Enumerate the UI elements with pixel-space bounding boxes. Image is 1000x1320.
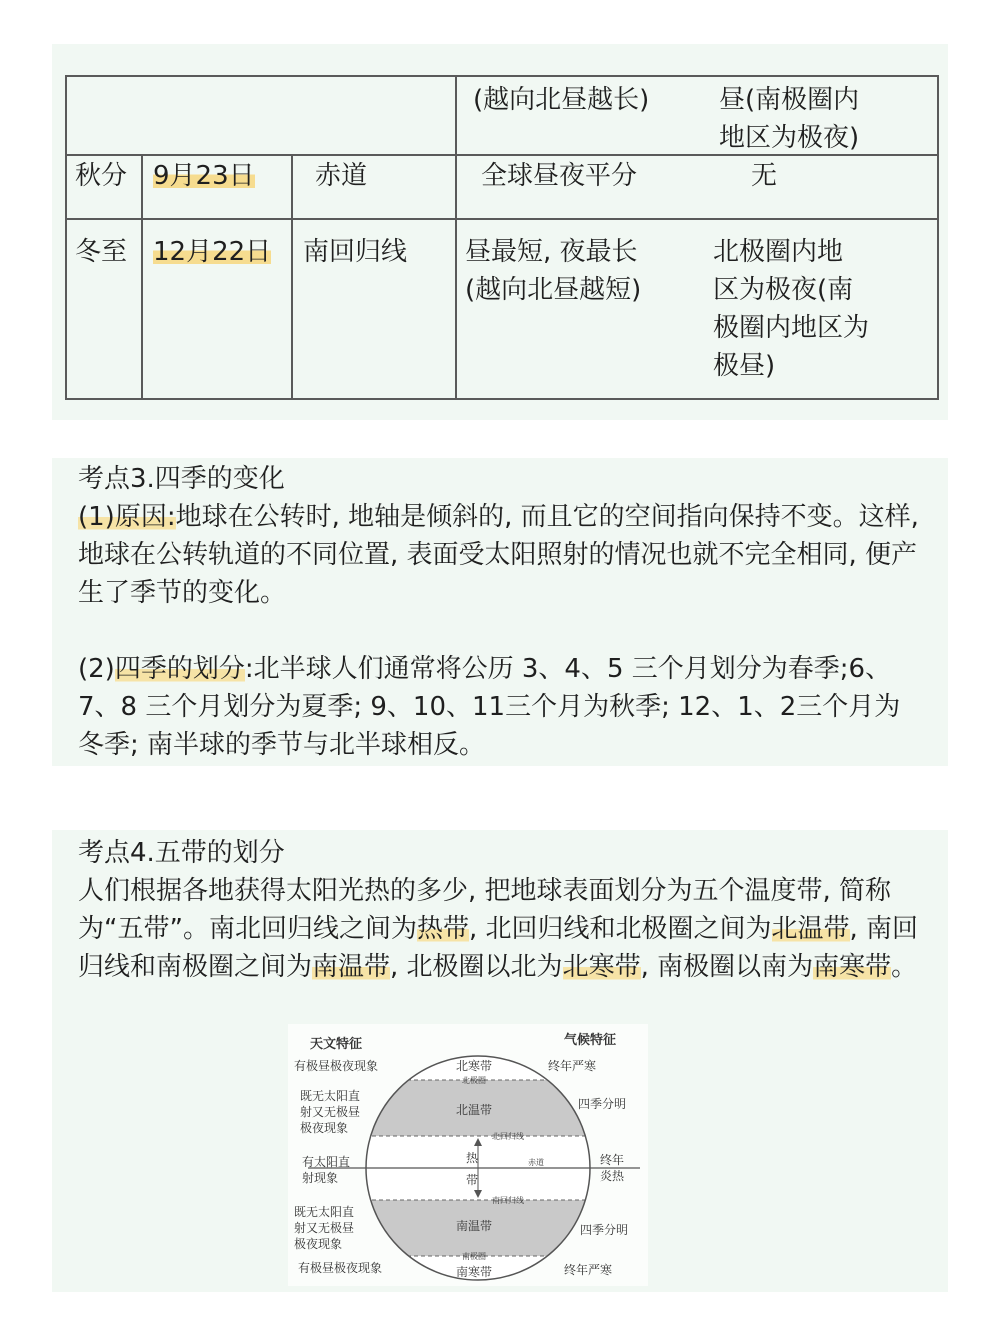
left-label: 射又无极昼	[300, 1105, 361, 1119]
left-label: 射现象	[302, 1171, 339, 1185]
line-label: 北回归线	[492, 1132, 524, 1141]
right-label: 终年严寒	[548, 1059, 597, 1073]
cell-polar-cont: 昼(南极圈内 地区为极夜)	[719, 85, 860, 153]
cell-phenomenon: 全球昼夜平分	[481, 161, 638, 191]
division-text: :北半球人们通常将公历 3、4、5 三个月划分为春季;6、7、8 三个月划分为夏季; 9、10、11三个月为秋季; 12、1、2三个月为冬季; 南半球的季节与北半球相反。	[78, 654, 901, 760]
left-label: 极夜现象	[300, 1121, 349, 1135]
cell-polar: 无	[751, 161, 778, 191]
right-label: 四季分明	[578, 1097, 627, 1111]
text-run: 人们根据各地获得太阳光热的多少, 把地球表面划分为五个温度带, 简称为“五带”。南北回归线之间为	[78, 876, 892, 944]
right-label: 终年	[600, 1153, 625, 1167]
table-line	[65, 218, 939, 220]
text-run: , 北回归线和北极圈之间为	[468, 914, 772, 944]
cell-date: 12月22日	[153, 237, 272, 267]
table-line	[65, 398, 939, 400]
right-label: 炎热	[600, 1169, 625, 1183]
paragraph-cause	[78, 498, 922, 612]
right-header: 气候特征	[564, 1033, 617, 1048]
table-line	[455, 75, 457, 400]
keyword-south-frigid: 南寒带	[813, 952, 892, 982]
cell-date: 9月23日	[153, 161, 255, 191]
left-label: 极夜现象	[294, 1237, 343, 1251]
section-title: 考点3.四季的变化	[78, 464, 285, 494]
paragraph-five-zones	[78, 872, 922, 986]
section-five-zones	[52, 830, 948, 1292]
cell-phenomenon-cont: (越向北昼越长)	[473, 85, 650, 115]
left-label: 有太阳直	[302, 1155, 351, 1169]
text-run: , 南回归线和南极圈之间为	[78, 914, 919, 982]
zone-label: 北寒带	[456, 1059, 493, 1073]
text-run: , 南极圈以南为	[640, 952, 814, 982]
line-label: 南极圈	[462, 1252, 486, 1261]
table-card	[52, 44, 948, 420]
seasons-table	[65, 75, 939, 400]
cause-label: (1)原因:	[78, 502, 176, 532]
table-line	[291, 154, 293, 400]
paragraph-division	[78, 650, 922, 764]
left-label: 既无太阳直	[300, 1089, 361, 1103]
cell-latitude: 赤道	[315, 161, 368, 191]
left-label: 射又无极昼	[294, 1221, 355, 1235]
keyword-north-temperate: 北温带	[771, 914, 850, 944]
left-label: 有极昼极夜现象	[298, 1261, 383, 1275]
left-label: 既无太阳直	[294, 1205, 355, 1219]
table-line	[141, 154, 143, 400]
five-zones-svg	[288, 1024, 648, 1286]
keyword-tropical: 热带	[416, 914, 469, 944]
zone-label: 北温带	[456, 1103, 493, 1117]
table-line	[937, 75, 939, 400]
cell-polar: 北极圈内地 区为极夜(南 极圈内地区为 极昼)	[713, 237, 870, 381]
section-seasons	[52, 458, 948, 766]
line-label: 南回归线	[492, 1196, 524, 1205]
right-label: 终年严寒	[564, 1263, 613, 1277]
text-run: 。	[891, 952, 918, 982]
cell-latitude: 南回归线	[303, 237, 408, 267]
zone-label: 带	[466, 1173, 479, 1187]
division-label: 四季的划分	[114, 654, 245, 684]
cell-term: 秋分	[75, 161, 128, 191]
keyword-south-temperate: 南温带	[312, 952, 391, 982]
five-zones-diagram	[288, 1024, 648, 1286]
cell-phenomenon: 昼最短, 夜最长 (越向北昼越短)	[465, 237, 642, 305]
zone-label: 南寒带	[456, 1265, 493, 1279]
zone-label: 热	[466, 1151, 479, 1165]
line-label: 北极圈	[462, 1076, 486, 1085]
line-label: 赤道	[528, 1158, 544, 1167]
section-title: 考点4.五带的划分	[78, 838, 285, 868]
text-run: , 北极圈以北为	[390, 952, 563, 982]
cause-text: 地球在公转时, 地轴是倾斜的, 而且它的空间指向保持不变。这样, 地球在公转轨道的不同位置, 表面受太阳照射的情况也就不完全相同, 便产生了季节的变化。	[78, 502, 919, 608]
zone-label: 南温带	[456, 1219, 493, 1233]
division-prefix: (2)	[78, 654, 115, 684]
cell-term: 冬至	[75, 237, 128, 267]
left-label: 有极昼极夜现象	[294, 1059, 379, 1073]
table-line	[65, 75, 67, 400]
keyword-north-frigid: 北寒带	[562, 952, 641, 982]
left-header: 天文特征	[310, 1037, 363, 1052]
table-line	[65, 75, 939, 77]
right-label: 四季分明	[580, 1223, 629, 1237]
